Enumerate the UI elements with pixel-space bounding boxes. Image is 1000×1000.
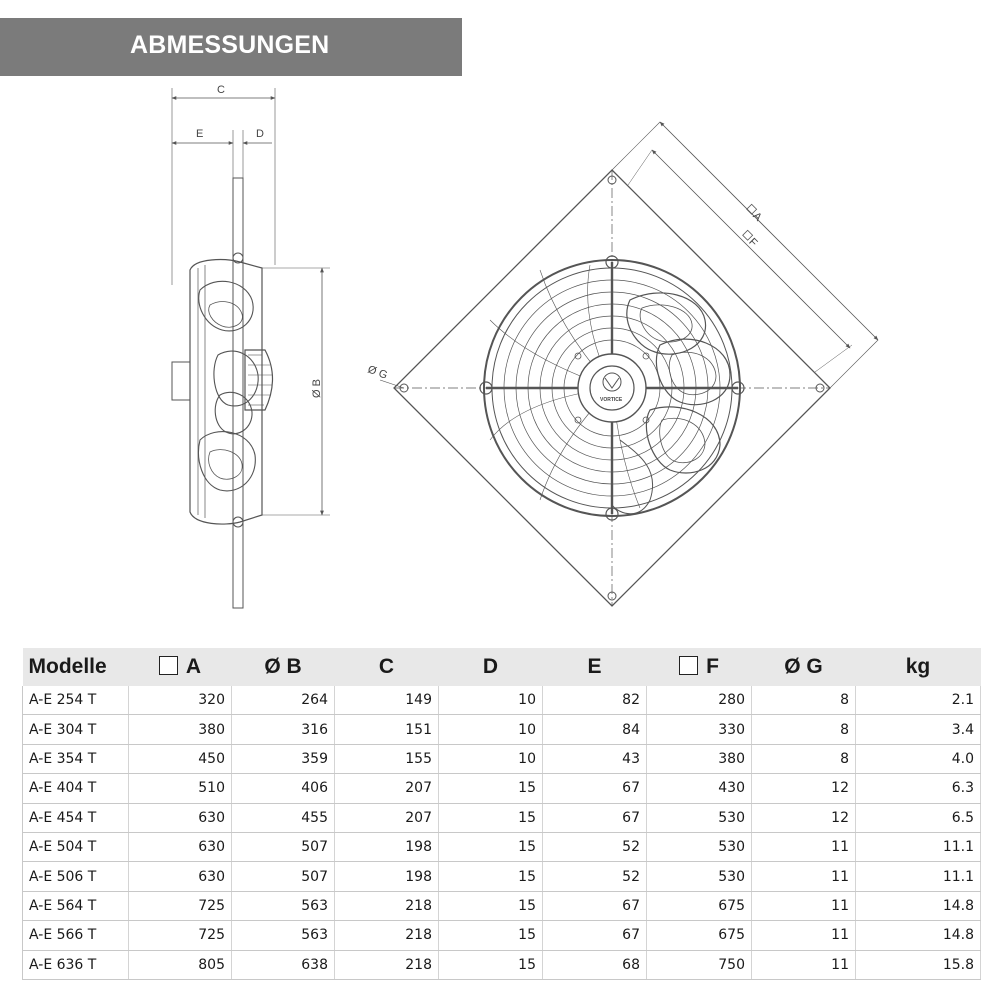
cell-b: 563: [232, 921, 335, 950]
cell-a: 510: [129, 774, 232, 803]
cell-d: 15: [439, 950, 543, 979]
cell-g: 12: [752, 803, 856, 832]
cell-kg: 6.5: [856, 803, 981, 832]
cell-c: 198: [335, 862, 439, 891]
cell-a: 805: [129, 950, 232, 979]
cell-kg: 4.0: [856, 744, 981, 773]
cell-f: 530: [647, 862, 752, 891]
cell-f: 530: [647, 803, 752, 832]
cell-d: 15: [439, 891, 543, 920]
cell-e: 67: [543, 891, 647, 920]
cell-e: 67: [543, 803, 647, 832]
table-row: [23, 744, 981, 773]
cell-d: 15: [439, 774, 543, 803]
cell-b: 563: [232, 891, 335, 920]
col-header-f-label: F: [706, 655, 719, 678]
cell-kg: 11.1: [856, 832, 981, 861]
dim-label-f: F: [746, 236, 760, 250]
table-row: [23, 774, 981, 803]
cell-e: 82: [543, 686, 647, 715]
cell-f: 380: [647, 744, 752, 773]
dim-label-e: E: [196, 128, 204, 140]
cell-d: 15: [439, 921, 543, 950]
cell-kg: 14.8: [856, 891, 981, 920]
cell-model: A-E 566 T: [23, 921, 129, 950]
cell-f: 750: [647, 950, 752, 979]
col-header-f: [647, 648, 752, 686]
cell-model: A-E 504 T: [23, 832, 129, 861]
square-symbol-icon: [679, 656, 698, 675]
cell-kg: 2.1: [856, 686, 981, 715]
cell-b: 638: [232, 950, 335, 979]
hub-logo: VORTICE: [600, 397, 623, 403]
dimensions-table: [22, 648, 981, 980]
cell-g: 8: [752, 686, 856, 715]
cell-a: 450: [129, 744, 232, 773]
cell-g: 11: [752, 950, 856, 979]
cell-f: 675: [647, 891, 752, 920]
cell-kg: 3.4: [856, 715, 981, 744]
cell-e: 43: [543, 744, 647, 773]
table-row: [23, 803, 981, 832]
cell-g: 8: [752, 744, 856, 773]
cell-a: 320: [129, 686, 232, 715]
cell-g: 12: [752, 774, 856, 803]
dim-label-g: Ø G: [365, 363, 390, 382]
cell-a: 630: [129, 832, 232, 861]
cell-g: 11: [752, 921, 856, 950]
cell-model: A-E 304 T: [23, 715, 129, 744]
table-row: [23, 921, 981, 950]
table-row: [23, 686, 981, 715]
cell-b: 455: [232, 803, 335, 832]
cell-model: A-E 404 T: [23, 774, 129, 803]
front-view: [380, 122, 878, 606]
table-row: [23, 891, 981, 920]
col-header-g: Ø G: [752, 648, 856, 686]
dim-label-c: C: [217, 84, 225, 96]
cell-d: 10: [439, 715, 543, 744]
cell-model: A-E 636 T: [23, 950, 129, 979]
cell-b: 316: [232, 715, 335, 744]
side-view: [172, 88, 330, 608]
cell-kg: 6.3: [856, 774, 981, 803]
cell-b: 406: [232, 774, 335, 803]
cell-a: 725: [129, 891, 232, 920]
cell-c: 207: [335, 803, 439, 832]
dim-label-f-group: [740, 230, 760, 250]
col-header-b: Ø B: [232, 648, 335, 686]
table-header-row: [23, 648, 981, 686]
cell-f: 280: [647, 686, 752, 715]
cell-b: 359: [232, 744, 335, 773]
cell-c: 198: [335, 832, 439, 861]
dim-label-a-group: [744, 204, 765, 225]
cell-a: 630: [129, 862, 232, 891]
cell-e: 67: [543, 774, 647, 803]
col-header-a: [129, 648, 232, 686]
cell-e: 52: [543, 862, 647, 891]
cell-g: 8: [752, 715, 856, 744]
cell-c: 151: [335, 715, 439, 744]
cell-e: 52: [543, 832, 647, 861]
cell-a: 380: [129, 715, 232, 744]
col-header-kg: kg: [856, 648, 981, 686]
cell-b: 507: [232, 832, 335, 861]
cell-kg: 15.8: [856, 950, 981, 979]
cell-c: 218: [335, 921, 439, 950]
cell-c: 149: [335, 686, 439, 715]
cell-f: 675: [647, 921, 752, 950]
cell-model: A-E 506 T: [23, 862, 129, 891]
dim-label-d: D: [256, 128, 264, 140]
cell-a: 630: [129, 803, 232, 832]
cell-b: 507: [232, 862, 335, 891]
cell-d: 10: [439, 744, 543, 773]
col-header-e: E: [543, 648, 647, 686]
cell-e: 67: [543, 921, 647, 950]
cell-model: A-E 254 T: [23, 686, 129, 715]
cell-f: 530: [647, 832, 752, 861]
dim-label-b: Ø B: [311, 379, 323, 398]
col-header-a-label: A: [185, 655, 202, 678]
cell-kg: 11.1: [856, 862, 981, 891]
cell-b: 264: [232, 686, 335, 715]
col-header-model: Modelle: [23, 648, 129, 686]
cell-c: 207: [335, 774, 439, 803]
cell-model: A-E 354 T: [23, 744, 129, 773]
cell-kg: 14.8: [856, 921, 981, 950]
cell-f: 330: [647, 715, 752, 744]
cell-d: 10: [439, 686, 543, 715]
cell-c: 218: [335, 891, 439, 920]
table-row: [23, 715, 981, 744]
table-row: [23, 950, 981, 979]
cell-g: 11: [752, 832, 856, 861]
cell-d: 15: [439, 862, 543, 891]
cell-d: 15: [439, 803, 543, 832]
cell-e: 84: [543, 715, 647, 744]
col-header-c: C: [335, 648, 439, 686]
cell-g: 11: [752, 862, 856, 891]
table-row: [23, 862, 981, 891]
page-title: ABMESSUNGEN: [130, 31, 330, 59]
cell-model: A-E 454 T: [23, 803, 129, 832]
cell-d: 15: [439, 832, 543, 861]
cell-a: 725: [129, 921, 232, 950]
cell-g: 11: [752, 891, 856, 920]
square-symbol-icon: [159, 656, 178, 675]
cell-model: A-E 564 T: [23, 891, 129, 920]
cell-c: 155: [335, 744, 439, 773]
dimensions-table-container: [22, 648, 980, 980]
cell-c: 218: [335, 950, 439, 979]
col-header-d: D: [439, 648, 543, 686]
dim-label-a: A: [750, 210, 764, 224]
cell-e: 68: [543, 950, 647, 979]
table-row: [23, 832, 981, 861]
cell-f: 430: [647, 774, 752, 803]
